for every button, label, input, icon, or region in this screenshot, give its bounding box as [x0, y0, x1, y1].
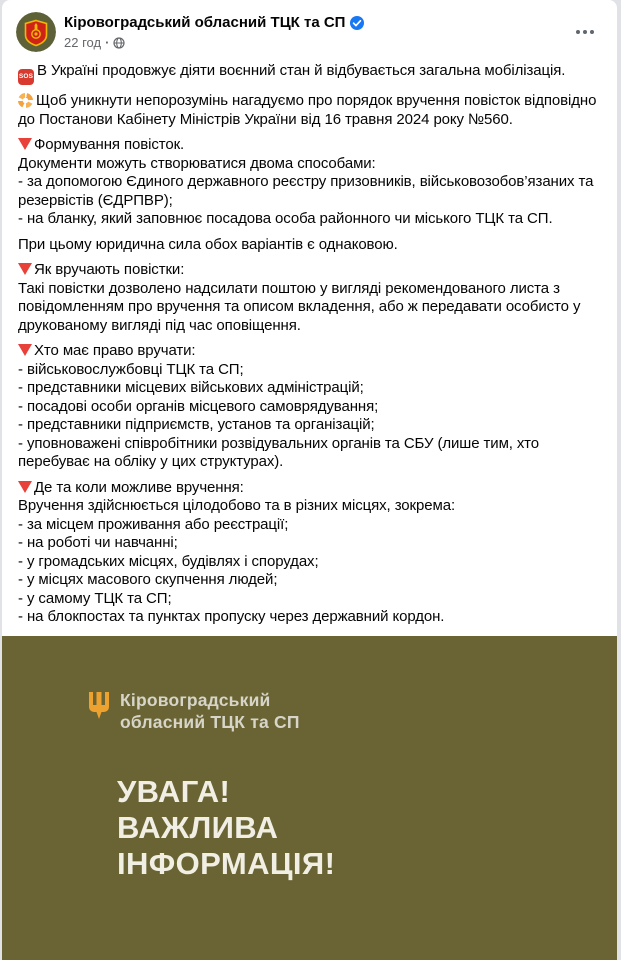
- post-paragraph: Щоб уникнути непорозумінь нагадуємо про порядок вручення повісток відповідно до Постанови Кабінету Міністрів України від 16 травня 2024 року №560.: [18, 92, 597, 128]
- post-card: [2, 0, 617, 960]
- page-name[interactable]: Кіровоградський обласний ТЦК та СП: [64, 14, 346, 31]
- trident-icon: [88, 691, 110, 726]
- page-name-row: [64, 13, 569, 33]
- image-heading: [117, 774, 335, 882]
- globe-icon: [113, 37, 125, 49]
- post-header-text: [64, 12, 569, 51]
- three-dots-icon: [575, 29, 595, 35]
- orange-burst-icon: [18, 93, 33, 108]
- image-org-name-line2: обласний ТЦК та СП: [120, 711, 300, 732]
- image-org-name-line1: Кіровоградський: [120, 689, 271, 710]
- image-heading-line: ІНФОРМАЦІЯ!: [117, 845, 336, 881]
- verified-badge-icon: [350, 16, 364, 30]
- more-options-button[interactable]: [569, 16, 601, 48]
- avatar[interactable]: [16, 12, 56, 52]
- post-paragraph: Як вручають повістки: Такі повістки дозволено надсилати поштою у вигляді рекомендованого листа з повідомленням про вручення та описом вкладення, або ж передавати особисто у друкованому вигляді під час оповіщення.: [18, 261, 581, 334]
- post-paragraph: Хто має право вручати: - військовослужбовці ТЦК та СП; - представники місцевих військових адміністрацій; - посадові особи органів місцевого самоврядування; - представники підприємств, установ та організацій; - уповноважені співробітники розвідувальних органів та СБУ (лише тим, хто перебуває на обліку у цих структурах).: [18, 342, 539, 470]
- red-triangle-icon: [18, 481, 32, 493]
- post-text: [2, 52, 617, 636]
- post-paragraph: Формування повісток. Документи можуть створюватися двома способами: - за допомогою Єдиного державного реєстру призовників, військовозобов’язаних та резервістів (ЄДРПВР); - на бланку, який заповнює посадова особа районного чи міського ТЦК та СП.: [18, 136, 594, 227]
- meta-separator: ·: [105, 35, 110, 50]
- image-heading-line: ВАЖЛИВА: [117, 809, 279, 845]
- post-meta: [64, 35, 569, 51]
- image-heading-line: УВАГА!: [117, 773, 231, 809]
- post-image[interactable]: [2, 636, 617, 960]
- page-emblem-icon: [16, 12, 56, 52]
- image-brand-row: [88, 689, 300, 733]
- red-triangle-icon: [18, 344, 32, 356]
- post-paragraph: Де та коли можливе вручення: Вручення здійснюється цілодобово та в різних місцях, зокрема: - за місцем проживання або реєстрації; - на роботі чи навчанні; - у громадських місцях, будівлях і спорудах; - у місцях масового скупчення людей; - у самому ТЦК та СП; - на блокпостах та пунктах пропуску через державний кордон.: [18, 478, 456, 625]
- post-paragraph: SOS В Україні продовжує діяти воєнний стан й відбувається загальна мобілізація.: [18, 62, 601, 85]
- image-org-name: [120, 689, 300, 733]
- red-triangle-icon: [18, 263, 32, 275]
- red-triangle-icon: [18, 138, 32, 150]
- post-paragraph: При цьому юридична сила обох варіантів є однаковою.: [18, 235, 398, 253]
- timestamp[interactable]: 22 год: [64, 35, 102, 50]
- post-header: [2, 0, 617, 52]
- sos-icon: SOS: [18, 69, 34, 85]
